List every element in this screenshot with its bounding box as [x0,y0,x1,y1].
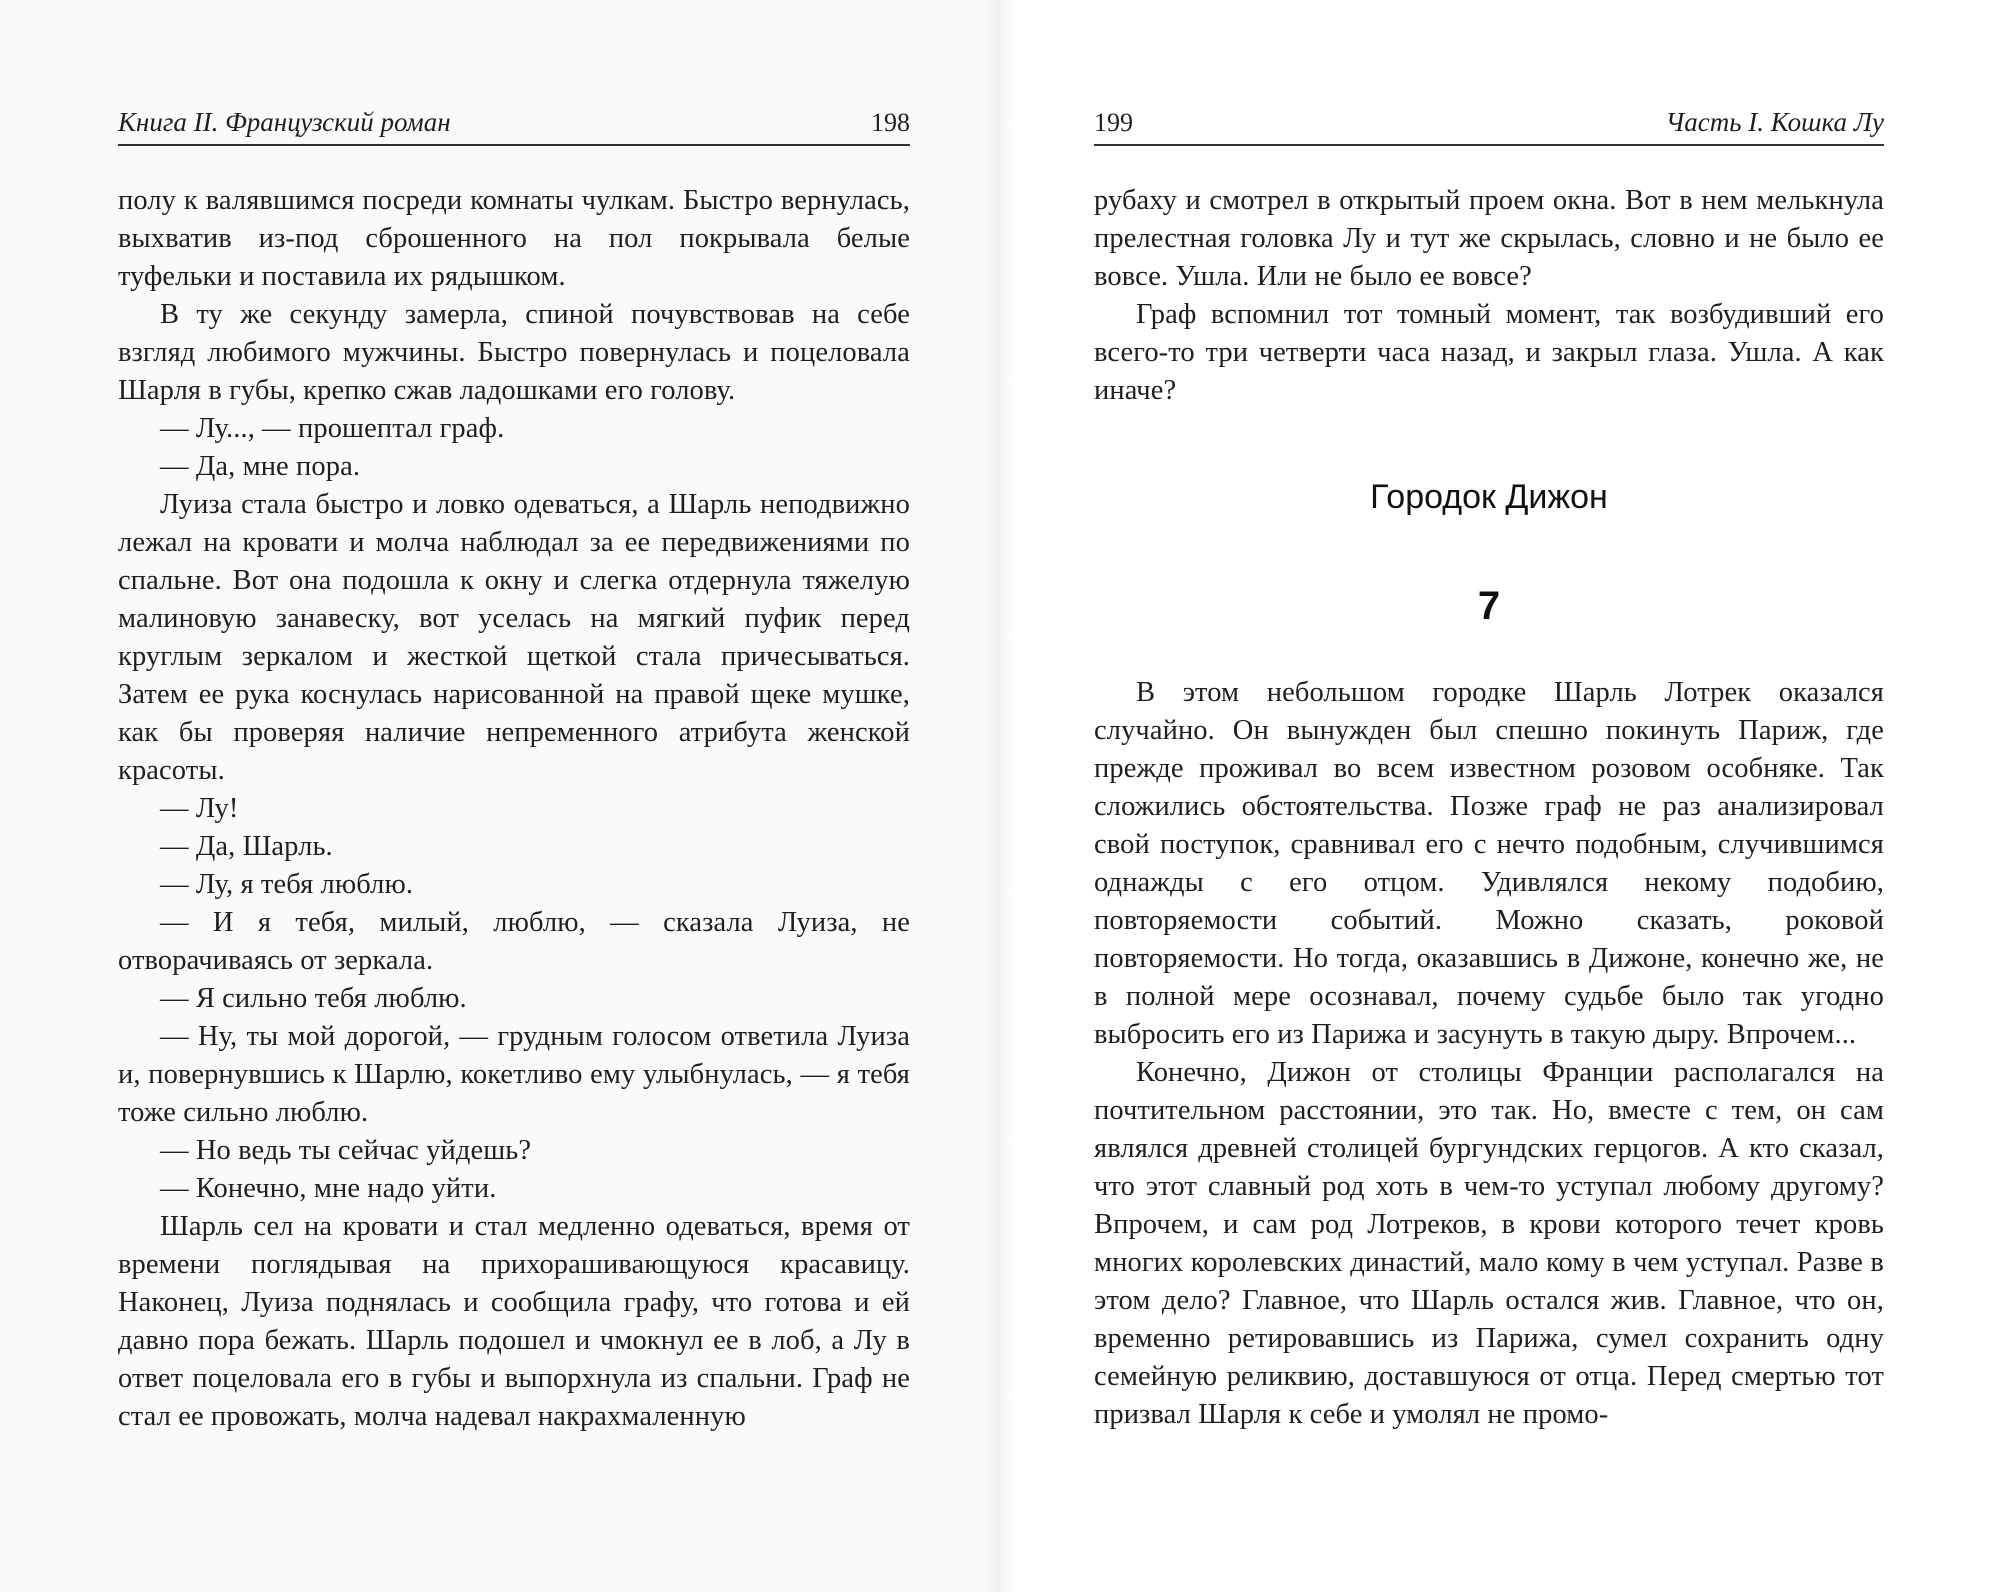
paragraph: Луиза стала быстро и ловко одеваться, а Шарль неподвижно лежал на кровати и молча наблюдал за ее передвижениями по спальне. Вот она подошла к окну и слегка отдернула тяжелую малиновую занавеску, вот уселась на мягкий пуфик перед круглым зеркалом и жесткой щеткой стала причесываться. Затем ее рука коснулась нарисованной на правой щеке мушке, как бы проверяя наличие непременного атрибута женской красоты. [118,489,910,786]
running-title: Книга II. Французский роман [118,107,451,137]
page-number: 199 [1094,108,1133,137]
paragraph: — Да, мне пора. [160,451,361,482]
book-gutter [985,0,1015,1592]
paragraph: рубаху и смотрел в открытый проем окна. Вот в нем мелькнула прелестная головка Лу и тут же скрылась, словно и не было ее вовсе. Ушла. Или не было ее вовсе? [1094,185,1884,292]
body-text-right [1094,674,1884,1434]
paragraph: — Ну, ты мой дорогой, — грудным голосом ответила Луиза и, повернувшись к Шарлю, кокетливо ему улыбнулась, — я тебя тоже сильно люблю. [118,1021,910,1128]
paragraph: Конечно, Дижон от столицы Франции располагался на почтительном расстоянии, это так. Но, вместе с тем, он сам являлся древней столицей бургундских герцогов. А кто сказал, что этот славный род хоть в чем-то уступал любому другому? Впрочем, и сам род Лотреков, в крови которого течет кровь многих королевских династий, мало кому в чем уступал. Разве в этом дело? Главное, что Шарль остался жив. Главное, что он, временно ретировавшись из Парижа, сумел сохранить одну семейную реликвию, доставшуюся от отца. Перед смертью тот призвал Шарля к себе и умолял не промо- [1094,1057,1884,1430]
paragraph: Граф вспомнил тот томный момент, так возбудивший его всего-то три четверти часа назад, и закрыл глаза. Ушла. А как иначе? [1094,299,1884,406]
chapter-number: 7 [1477,584,1501,628]
paragraph: — Лу, я тебя люблю. [160,869,414,900]
paragraph: — Конечно, мне надо уйти. [160,1173,497,1204]
paragraph: полу к валявшимся посреди комнаты чулкам. Быстро вернулась, выхватив из-под сброшенного на пол покрывала белые туфельки и поставила их рядышком. [118,185,910,292]
paragraph: Шарль сел на кровати и стал медленно одеваться, время от времени поглядывая на прихорашивающуюся красавицу. Наконец, Луиза поднялась и сообщила графу, что готова и ей давно пора бежать. Шарль подошел и чмокнул ее в лоб, а Лу в ответ поцеловала его в губы и выпорхнула из спальни. Граф не стал ее провожать, молча надевал накрахмаленную [118,1211,910,1432]
right-page [1000,0,2000,1592]
running-title: Часть I. Кошка Лу [1665,107,1884,137]
paragraph: — Лу! [160,793,239,824]
running-head-left [118,104,910,146]
paragraph: — Но ведь ты сейчас уйдешь? [160,1135,532,1166]
paragraph: — Лу..., — прошептал граф. [160,413,505,444]
body-text-right-top [1094,182,1884,410]
page-number: 198 [871,108,910,137]
paragraph: — Я сильно тебя люблю. [160,983,467,1014]
paragraph: В этом небольшом городке Шарль Лотрек оказался случайно. Он вынужден был спешно покинуть Париж, где прежде проживал во всем известном розовом особняке. Так сложились обстоятельства. Позже граф не раз анализировал свой поступок, сравнивал его с нечто подобным, случившимся однажды с его отцом. Удивлялся некому подобию, повторяемости событий. Можно сказать, роковой повторяемости. Но тогда, оказавшись в Дижоне, конечно же, не в полной мере осознавал, почему судьбе было так угодно выбросить его из Парижа и засунуть в такую дыру. Впрочем... [1094,677,1884,1050]
section-title: Городок Дижон [1370,478,1608,516]
paragraph: В ту же секунду замерла, спиной почувствовав на себе взгляд любимого мужчины. Быстро повернулась и поцеловала Шарля в губы, крепко сжав ладошками его голову. [118,299,910,406]
body-text-left [118,182,910,1436]
paragraph: — Да, Шарль. [160,831,333,862]
paragraph: — И я тебя, милый, люблю, — сказала Луиза, не отворачиваясь от зеркала. [118,907,910,976]
running-head-right [1094,104,1884,146]
